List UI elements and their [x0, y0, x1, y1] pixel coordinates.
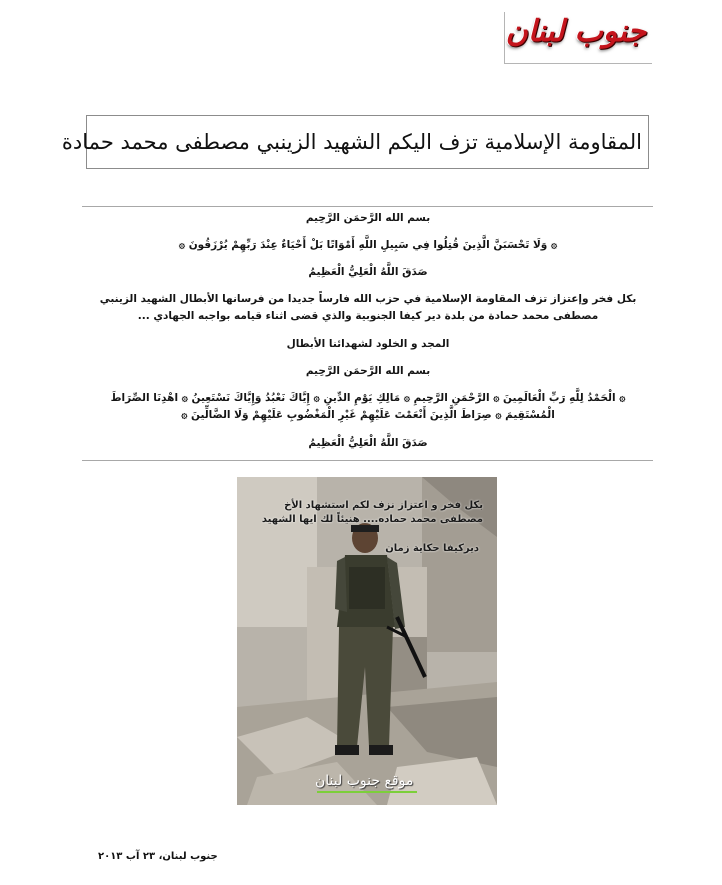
article-title-box — [61, 115, 649, 169]
photo-watermark: موقع جنوب لبنان — [315, 773, 414, 789]
announcement-paragraph: بكل فخر وإعتزاز تزف المقاومة الإسلامية في حزب الله فارساً جديدا من فرسانها الأبطال الشهيد الزينبي مصطفى محمد حمادة من بلدة دير كيفا الجنوبية والذي قضى اثناء قيامه بواجبه الجهادي ... — [99, 293, 637, 322]
sadaqa-line-2: صَدَقَ اللَّهُ الْعَلِيُّ الْعَظِيمُ — [308, 437, 428, 449]
photo-caption: بكل فخر و اعتزاز نزف لكم استشهاد الأخ مصطفى محمد حماده.... هنيئاً لك ايها الشهيد — [261, 500, 483, 525]
top-divider — [82, 206, 653, 207]
basmala-line: بسم الله الرَّحمَن الرَّحِيم — [305, 212, 431, 224]
basmala-line-2: بسم الله الرَّحمَن الرَّحِيم — [305, 365, 431, 377]
article-body — [88, 210, 648, 462]
article-title: المقاومة الإسلامية تزف اليكم الشهيد الزينبي مصطفى محمد حمادة — [61, 130, 642, 154]
watermark-underline — [317, 791, 417, 793]
sadaqa-line: صَدَقَ اللَّهُ الْعَلِيُّ الْعَظِيمُ — [308, 266, 428, 278]
glory-line: المجد و الخلود لشهدائنا الأبطال — [286, 338, 450, 350]
martyr-photo — [237, 477, 497, 805]
photo-subcaption: ديركيفا حكاية زمان — [385, 543, 479, 554]
site-logo-box — [504, 12, 652, 64]
site-logo[interactable]: جنوب لبنان — [505, 14, 646, 49]
bottom-divider — [82, 460, 653, 461]
footer-dateline: جنوب لبنان، ٢٣ آب ٢٠١٣ — [98, 851, 218, 862]
fatiha-verse: ۞ الْحَمْدُ لِلَّهِ رَبِّ الْعَالَمِينَ ۞ الرَّحْمَنِ الرَّحِيمِ ۞ مَالِكِ يَوْمِ الدِّينِ ۞ إِيَّاكَ نَعْبُدُ وَإِيَّاكَ نَسْتَعِينُ ۞ اهْدِنَا الصِّرَاطَ الْمُسْتَقِيمَ ۞ صِرَاطَ الَّذِينَ أَنْعَمْتَ عَلَيْهِمْ غَيْرِ الْمَغْضُوبِ عَلَيْهِمْ وَلَا الضَّالِّينَ ۞ — [110, 392, 626, 421]
quran-verse: ۞ وَلَا تَحْسَبَنَّ الَّذِينَ قُتِلُوا فِي سَبِيلِ اللَّهِ أَمْوَاتًا بَلْ أَحْيَاءٌ عِنْدَ رَبِّهِمْ يُرْزَقُونَ ۞ — [178, 239, 558, 251]
